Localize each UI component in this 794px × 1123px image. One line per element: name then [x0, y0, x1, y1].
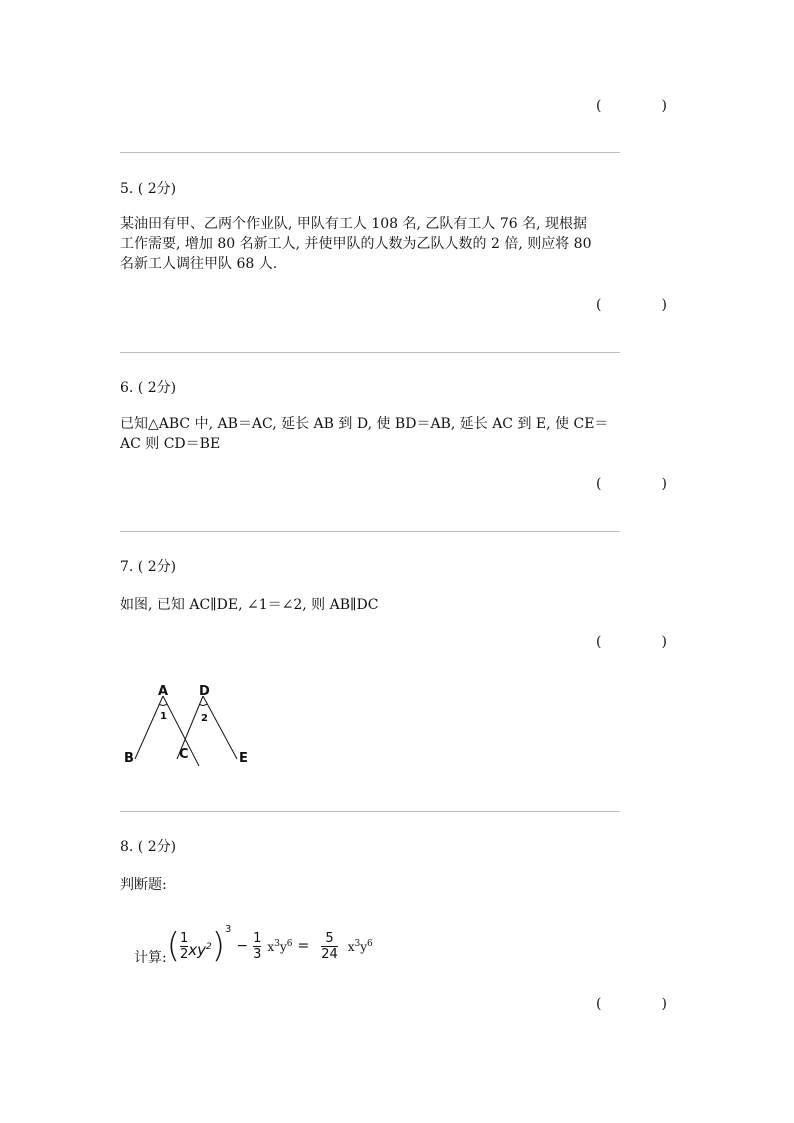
- frac1-denominator: 2: [179, 946, 189, 962]
- angle-2-label: 2: [201, 713, 208, 724]
- y-var: y: [360, 939, 368, 954]
- close-paren: ): [661, 996, 667, 1012]
- fraction-five-24: [321, 931, 338, 962]
- calc-label: 计算:: [134, 950, 167, 966]
- term-x3y6-result: [348, 939, 373, 954]
- exp-y: 2: [206, 942, 212, 952]
- open-paren: (: [596, 634, 602, 650]
- q7-number: 7. ( 2分): [120, 559, 177, 575]
- q4-answer-parens[interactable]: [596, 98, 667, 114]
- q7-geometry-figure: [115, 680, 265, 770]
- term-xy-text: xy: [188, 941, 207, 959]
- divider: [120, 152, 620, 153]
- q5-line-1: 某油田有甲、乙两个作业队, 甲队有工人 108 名, 乙队有工人 76 名, 现根据: [120, 216, 588, 232]
- outer-exponent: 3: [225, 924, 232, 935]
- term-x3y6: [267, 939, 292, 954]
- frac3-denominator: 24: [321, 946, 338, 962]
- frac1-numerator: 1: [179, 930, 189, 946]
- line-de: [203, 696, 237, 759]
- angle-2-arc: [199, 704, 207, 706]
- open-big-paren: (: [166, 926, 180, 966]
- q6-text: [120, 414, 680, 454]
- close-paren: ): [661, 634, 667, 650]
- divider: [120, 352, 620, 353]
- q5-line-2: 工作需要, 增加 80 名新工人, 并使甲队的人数为乙队人数的 2 倍, 则应将 80: [120, 236, 592, 252]
- q8-prompt: 判断题:: [120, 877, 167, 893]
- fraction-one-third: [253, 931, 261, 962]
- q8-answer-parens[interactable]: [596, 996, 667, 1012]
- label-c: C: [179, 747, 189, 762]
- label-e: E: [239, 751, 248, 766]
- y-var: y: [279, 939, 287, 954]
- minus-sign: −: [236, 938, 249, 954]
- x-exp: 3: [274, 938, 280, 949]
- q5-answer-parens[interactable]: [596, 297, 667, 313]
- equals-sign: =: [297, 938, 310, 954]
- label-d: D: [199, 684, 210, 699]
- q7-answer-parens[interactable]: [596, 634, 667, 650]
- divider: [120, 531, 620, 532]
- x-var: x: [267, 939, 275, 954]
- y-exp: 6: [367, 938, 373, 949]
- close-big-paren: ): [211, 926, 226, 966]
- divider: [120, 811, 620, 812]
- close-paren: ): [661, 98, 667, 114]
- open-paren: (: [596, 297, 602, 313]
- q6-answer-parens[interactable]: [596, 476, 667, 492]
- term-xy: [188, 941, 212, 959]
- label-a: A: [158, 684, 169, 699]
- frac3-numerator: 5: [325, 930, 334, 946]
- q5-text: [120, 214, 680, 274]
- frac2-numerator: 1: [253, 930, 262, 946]
- y-exp: 6: [286, 938, 293, 949]
- frac2-denominator: 3: [253, 946, 262, 962]
- open-paren: (: [596, 996, 602, 1012]
- angle-1-arc: [159, 704, 167, 706]
- line-ab: [135, 696, 163, 759]
- q6-line-2: AC 则 CD＝BE: [120, 436, 221, 452]
- close-paren: ): [661, 476, 667, 492]
- q5-line-3: 名新工人调往甲队 68 人.: [120, 256, 278, 272]
- q6-line-1: 已知△ABC 中, AB＝AC, 延长 AB 到 D, 使 BD＝AB, 延长 AC 到 E, 使 CE＝: [120, 416, 609, 432]
- x-var: x: [347, 939, 355, 954]
- q5-number: 5. ( 2分): [120, 181, 177, 197]
- open-paren: (: [596, 98, 602, 114]
- q7-text: 如图, 已知 AC∥DE, ∠1＝∠2, 则 AB∥DC: [120, 597, 379, 613]
- x-exp: 3: [354, 938, 361, 949]
- q6-number: 6. ( 2分): [120, 380, 177, 396]
- q8-number: 8. ( 2分): [120, 839, 177, 855]
- angle-1-label: 1: [160, 711, 167, 722]
- close-paren: ): [661, 297, 667, 313]
- label-b: B: [124, 751, 134, 766]
- open-paren: (: [596, 476, 602, 492]
- q8-expression: [134, 918, 373, 974]
